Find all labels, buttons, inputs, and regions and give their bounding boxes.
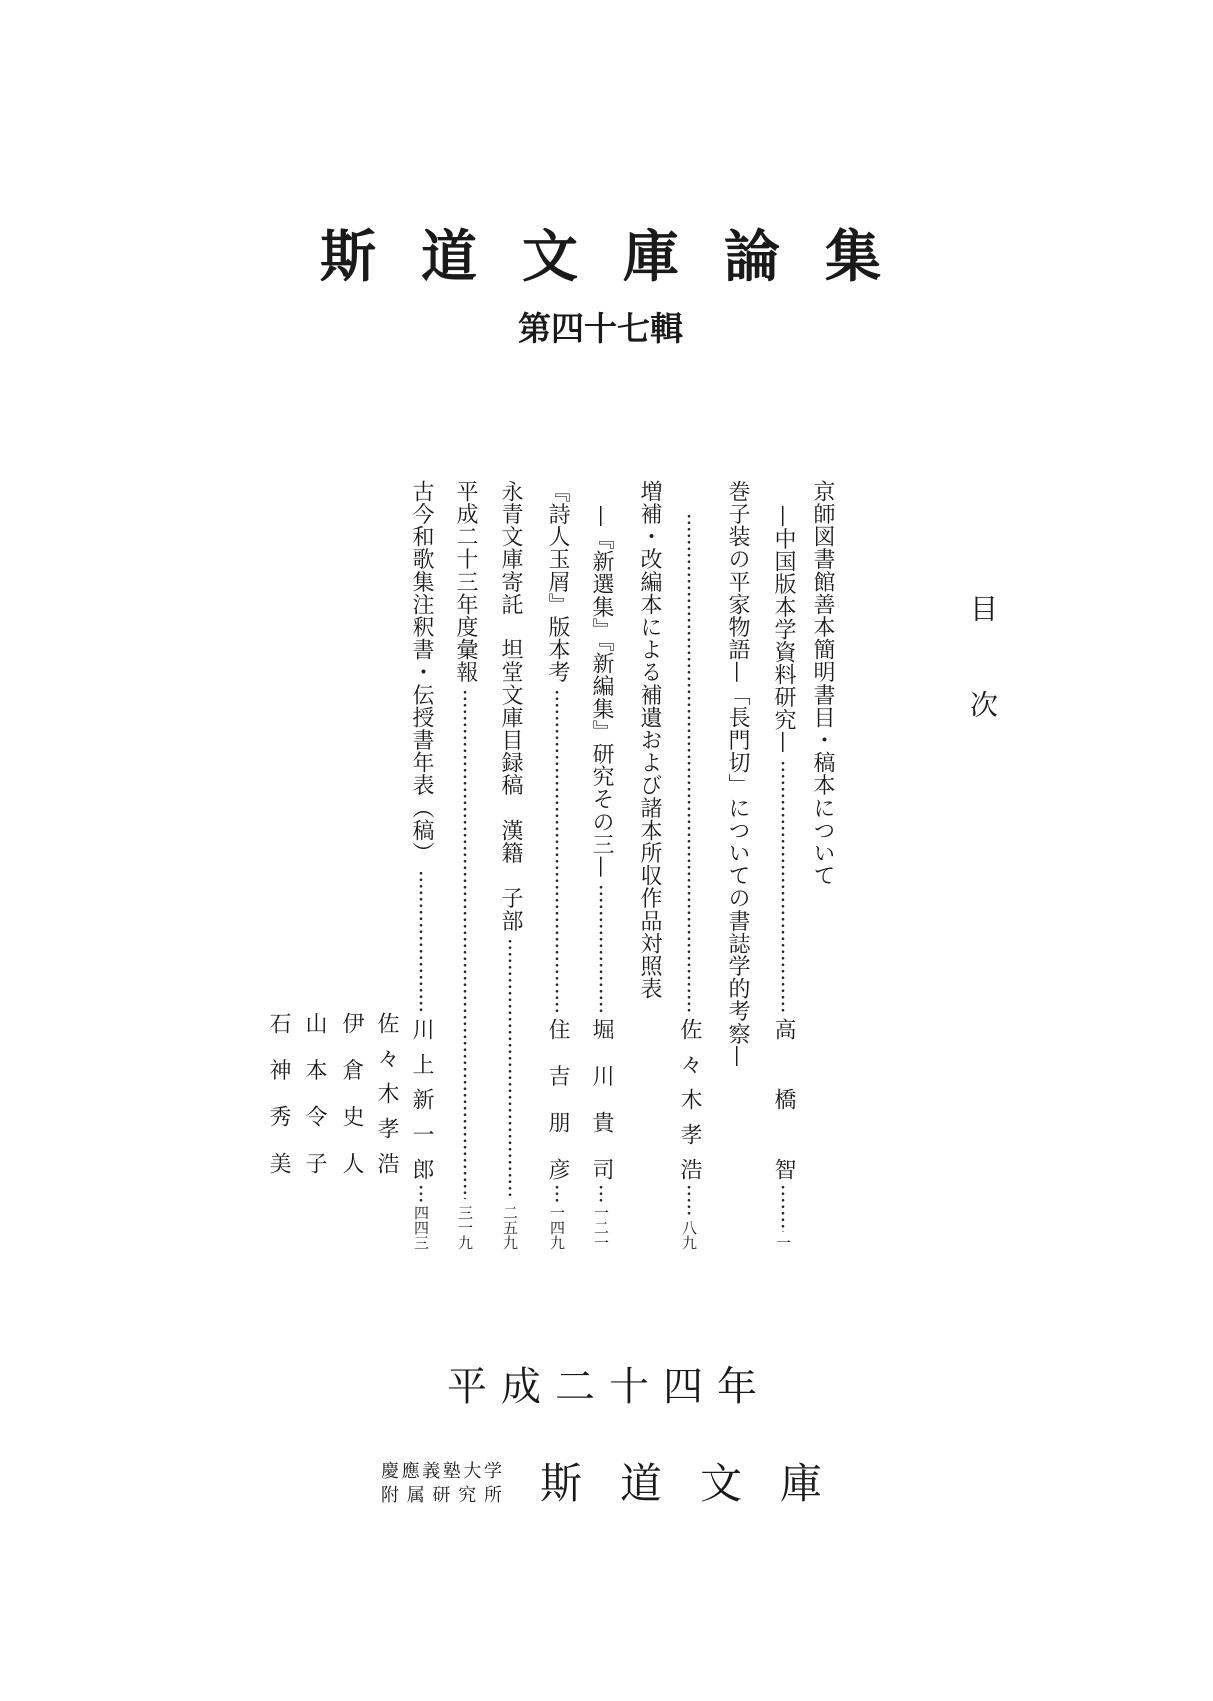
toc-entry-author: 川上新一郎	[409, 1018, 434, 1180]
toc-entry-title: 巻子装の平家物語—「長門切」についての書誌学的考察—	[725, 480, 750, 1068]
toc-entry-author: 高橋智	[771, 1018, 796, 1180]
page-ref	[674, 1180, 704, 1250]
toc-entry-5-column	[495, 480, 525, 1250]
page-ref	[406, 1180, 436, 1250]
toc-entry-title: 増補・改編本による補遺および諸本所収作品対照表	[637, 480, 662, 1000]
leader-dots	[597, 1184, 605, 1202]
toc-entry-title: 京師図書館善本簡明書目・稿本について	[810, 480, 835, 887]
toc-entry-author: 堀川貴司	[589, 1018, 614, 1180]
journal-title: 斯道文庫論集	[320, 225, 926, 290]
toc-entry-1-subtitle-column	[768, 505, 798, 1250]
toc-entry-coauthor: 佐々木孝浩	[374, 1012, 399, 1174]
toc-entry-4-column	[542, 480, 572, 1250]
toc-entry-subtitle: —『新選集』『新編集』研究その三—	[589, 505, 614, 879]
toc-entry-page: 二五九	[501, 1205, 519, 1250]
toc-entry-coauthor: 山本令子	[302, 1012, 327, 1174]
toc-entry-coauthor: 伊倉史人	[339, 1012, 364, 1174]
toc-entry-page: 一四九	[548, 1205, 566, 1250]
leader-dots	[417, 1184, 425, 1202]
toc-entry-7-column	[406, 480, 436, 1250]
leader-dots	[779, 1184, 787, 1232]
toc-entry-coauthor: 石神秀美	[266, 1012, 291, 1174]
toc-entry-title: 古今和歌集注釈書・伝授書年表（稿）	[409, 480, 434, 865]
publisher-library: 斯道文庫	[540, 1459, 861, 1508]
leader-dots	[461, 689, 469, 1199]
toc-entry-page: 八九	[680, 1220, 698, 1250]
leader-dots	[417, 870, 425, 1012]
toc-entry-title: 『詩人玉屑』版本考	[545, 480, 570, 684]
volume-number: 第四十七輯	[518, 309, 683, 348]
toc-entry-subtitle: —中国版本学資料研究—	[771, 505, 796, 754]
toc-entry-page: 四四三	[412, 1205, 430, 1250]
toc-entry-author: 佐々木孝浩	[677, 1018, 702, 1180]
leader-dots	[506, 938, 514, 1199]
toc-heading: 目次	[966, 594, 999, 786]
institution-line-1: 慶應義塾大学	[381, 1461, 502, 1482]
page-ref	[586, 1180, 616, 1250]
leader-dots	[553, 689, 561, 1012]
toc-entry-3-title-column	[634, 480, 664, 1000]
leader-dots	[553, 1184, 561, 1202]
publication-year: 平成二十四年	[447, 1364, 771, 1410]
leader-dots	[779, 760, 787, 1012]
leader-dots	[685, 513, 693, 1012]
toc-entry-1-title-column	[807, 480, 837, 887]
institution-line-2: 附属研究所	[381, 1485, 502, 1506]
toc-entry-page: 一	[774, 1235, 792, 1250]
toc-entry-page: 一二一	[592, 1205, 610, 1250]
toc-entry-3-subtitle-column	[586, 505, 616, 1250]
page-ref	[542, 1180, 572, 1250]
toc-entry-2-author-column	[674, 507, 704, 1250]
leader-dots	[597, 884, 605, 1012]
toc-entry-author: 住吉朋彦	[545, 1018, 570, 1180]
page-ref	[768, 1180, 798, 1250]
toc-entry-2-title-column	[722, 480, 752, 1068]
toc-entry-title: 平成二十三年度彙報	[453, 480, 478, 684]
toc-entry-title: 永青文庫寄託 坦堂文庫目録稿 漢籍 子部	[498, 480, 523, 932]
toc-entry-page: 三一九	[456, 1205, 474, 1250]
toc-entry-6-column	[450, 480, 480, 1250]
leader-dots	[685, 1184, 693, 1217]
